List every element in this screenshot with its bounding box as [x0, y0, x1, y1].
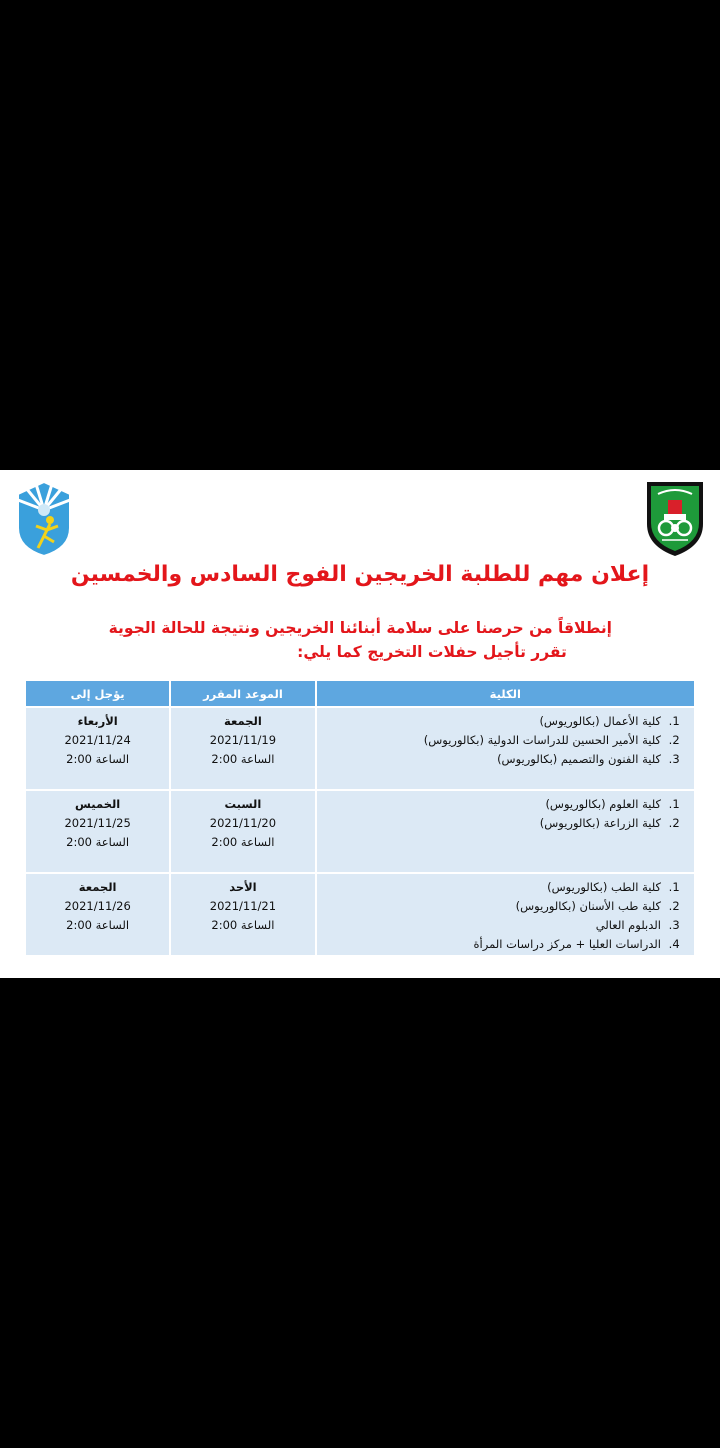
scheduled-time: الساعة 2:00	[211, 752, 275, 766]
postponed-cell	[25, 790, 170, 873]
scheduled-date: 2021/11/19	[209, 733, 277, 747]
postponed-time: الساعة 2:00	[66, 752, 130, 766]
table-row	[25, 790, 695, 873]
college-list-cell	[316, 790, 695, 873]
graduate-emblem-icon	[14, 480, 74, 558]
scheduled-cell	[170, 790, 315, 873]
postponed-time: الساعة 2:00	[66, 918, 130, 932]
postponed-cell	[25, 873, 170, 955]
list-item: 2. كلية طب الأسنان (بكالوريوس)	[318, 897, 665, 916]
table-header-row	[25, 681, 695, 707]
announcement-subtitle	[92, 616, 612, 664]
scheduled-time: الساعة 2:00	[211, 835, 275, 849]
postponed-date: 2021/11/26	[64, 899, 131, 913]
scheduled-day: الجمعة	[224, 714, 262, 728]
scheduled-cell	[170, 873, 315, 955]
announcement-card	[0, 470, 720, 978]
postponed-time: الساعة 2:00	[66, 835, 130, 849]
subtitle-line-1: إنطلاقاً من حرصنا على سلامة أبنائنا الخريجين ونتيجة للحالة الجوية	[108, 619, 612, 637]
postponed-day: الجمعة	[78, 880, 117, 894]
scheduled-day: السبت	[224, 797, 262, 811]
university-shield-icon	[644, 478, 706, 558]
list-item: 1. كلية الطب (بكالوريوس)	[318, 878, 665, 897]
list-item: 2. كلية الأمير الحسين للدراسات الدولية (بكالوريوس)	[318, 731, 665, 750]
graduation-schedule-table	[24, 681, 696, 955]
postponed-date: 2021/11/24	[64, 733, 131, 747]
scheduled-time: الساعة 2:00	[211, 918, 275, 932]
postponed-day: الأربعاء	[77, 714, 118, 728]
postponed-cell	[25, 707, 170, 790]
header-college: الكلية	[316, 681, 695, 707]
table-row	[25, 873, 695, 955]
college-list-cell	[316, 873, 695, 955]
list-item: 1. كلية العلوم (بكالوريوس)	[318, 795, 665, 814]
list-item: 3. كلية الفنون والتصميم (بكالوريوس)	[318, 750, 665, 769]
scheduled-date: 2021/11/20	[209, 816, 277, 830]
header-scheduled: الموعد المقرر	[170, 681, 315, 707]
table-row	[25, 707, 695, 790]
list-item: 1. كلية الأعمال (بكالوريوس)	[318, 712, 665, 731]
list-item: 4. الدراسات العليا + مركز دراسات المرأة	[318, 935, 665, 954]
scheduled-day: الأحد	[229, 880, 257, 894]
list-item: 3. الدبلوم العالي	[318, 916, 665, 935]
subtitle-line-2: تقرر تأجيل حفلات التخريج كما يلي:	[297, 643, 567, 661]
announcement-title: إعلان مهم للطلبة الخريجين الفوج السادس والخمسين	[70, 562, 650, 587]
college-list-cell	[316, 707, 695, 790]
scheduled-date: 2021/11/21	[209, 899, 277, 913]
header-postponed: يؤجل إلى	[25, 681, 170, 707]
list-item: 2. كلية الزراعة (بكالوريوس)	[318, 814, 665, 833]
postponed-date: 2021/11/25	[64, 816, 131, 830]
postponed-day: الخميس	[75, 797, 121, 811]
scheduled-cell	[170, 707, 315, 790]
